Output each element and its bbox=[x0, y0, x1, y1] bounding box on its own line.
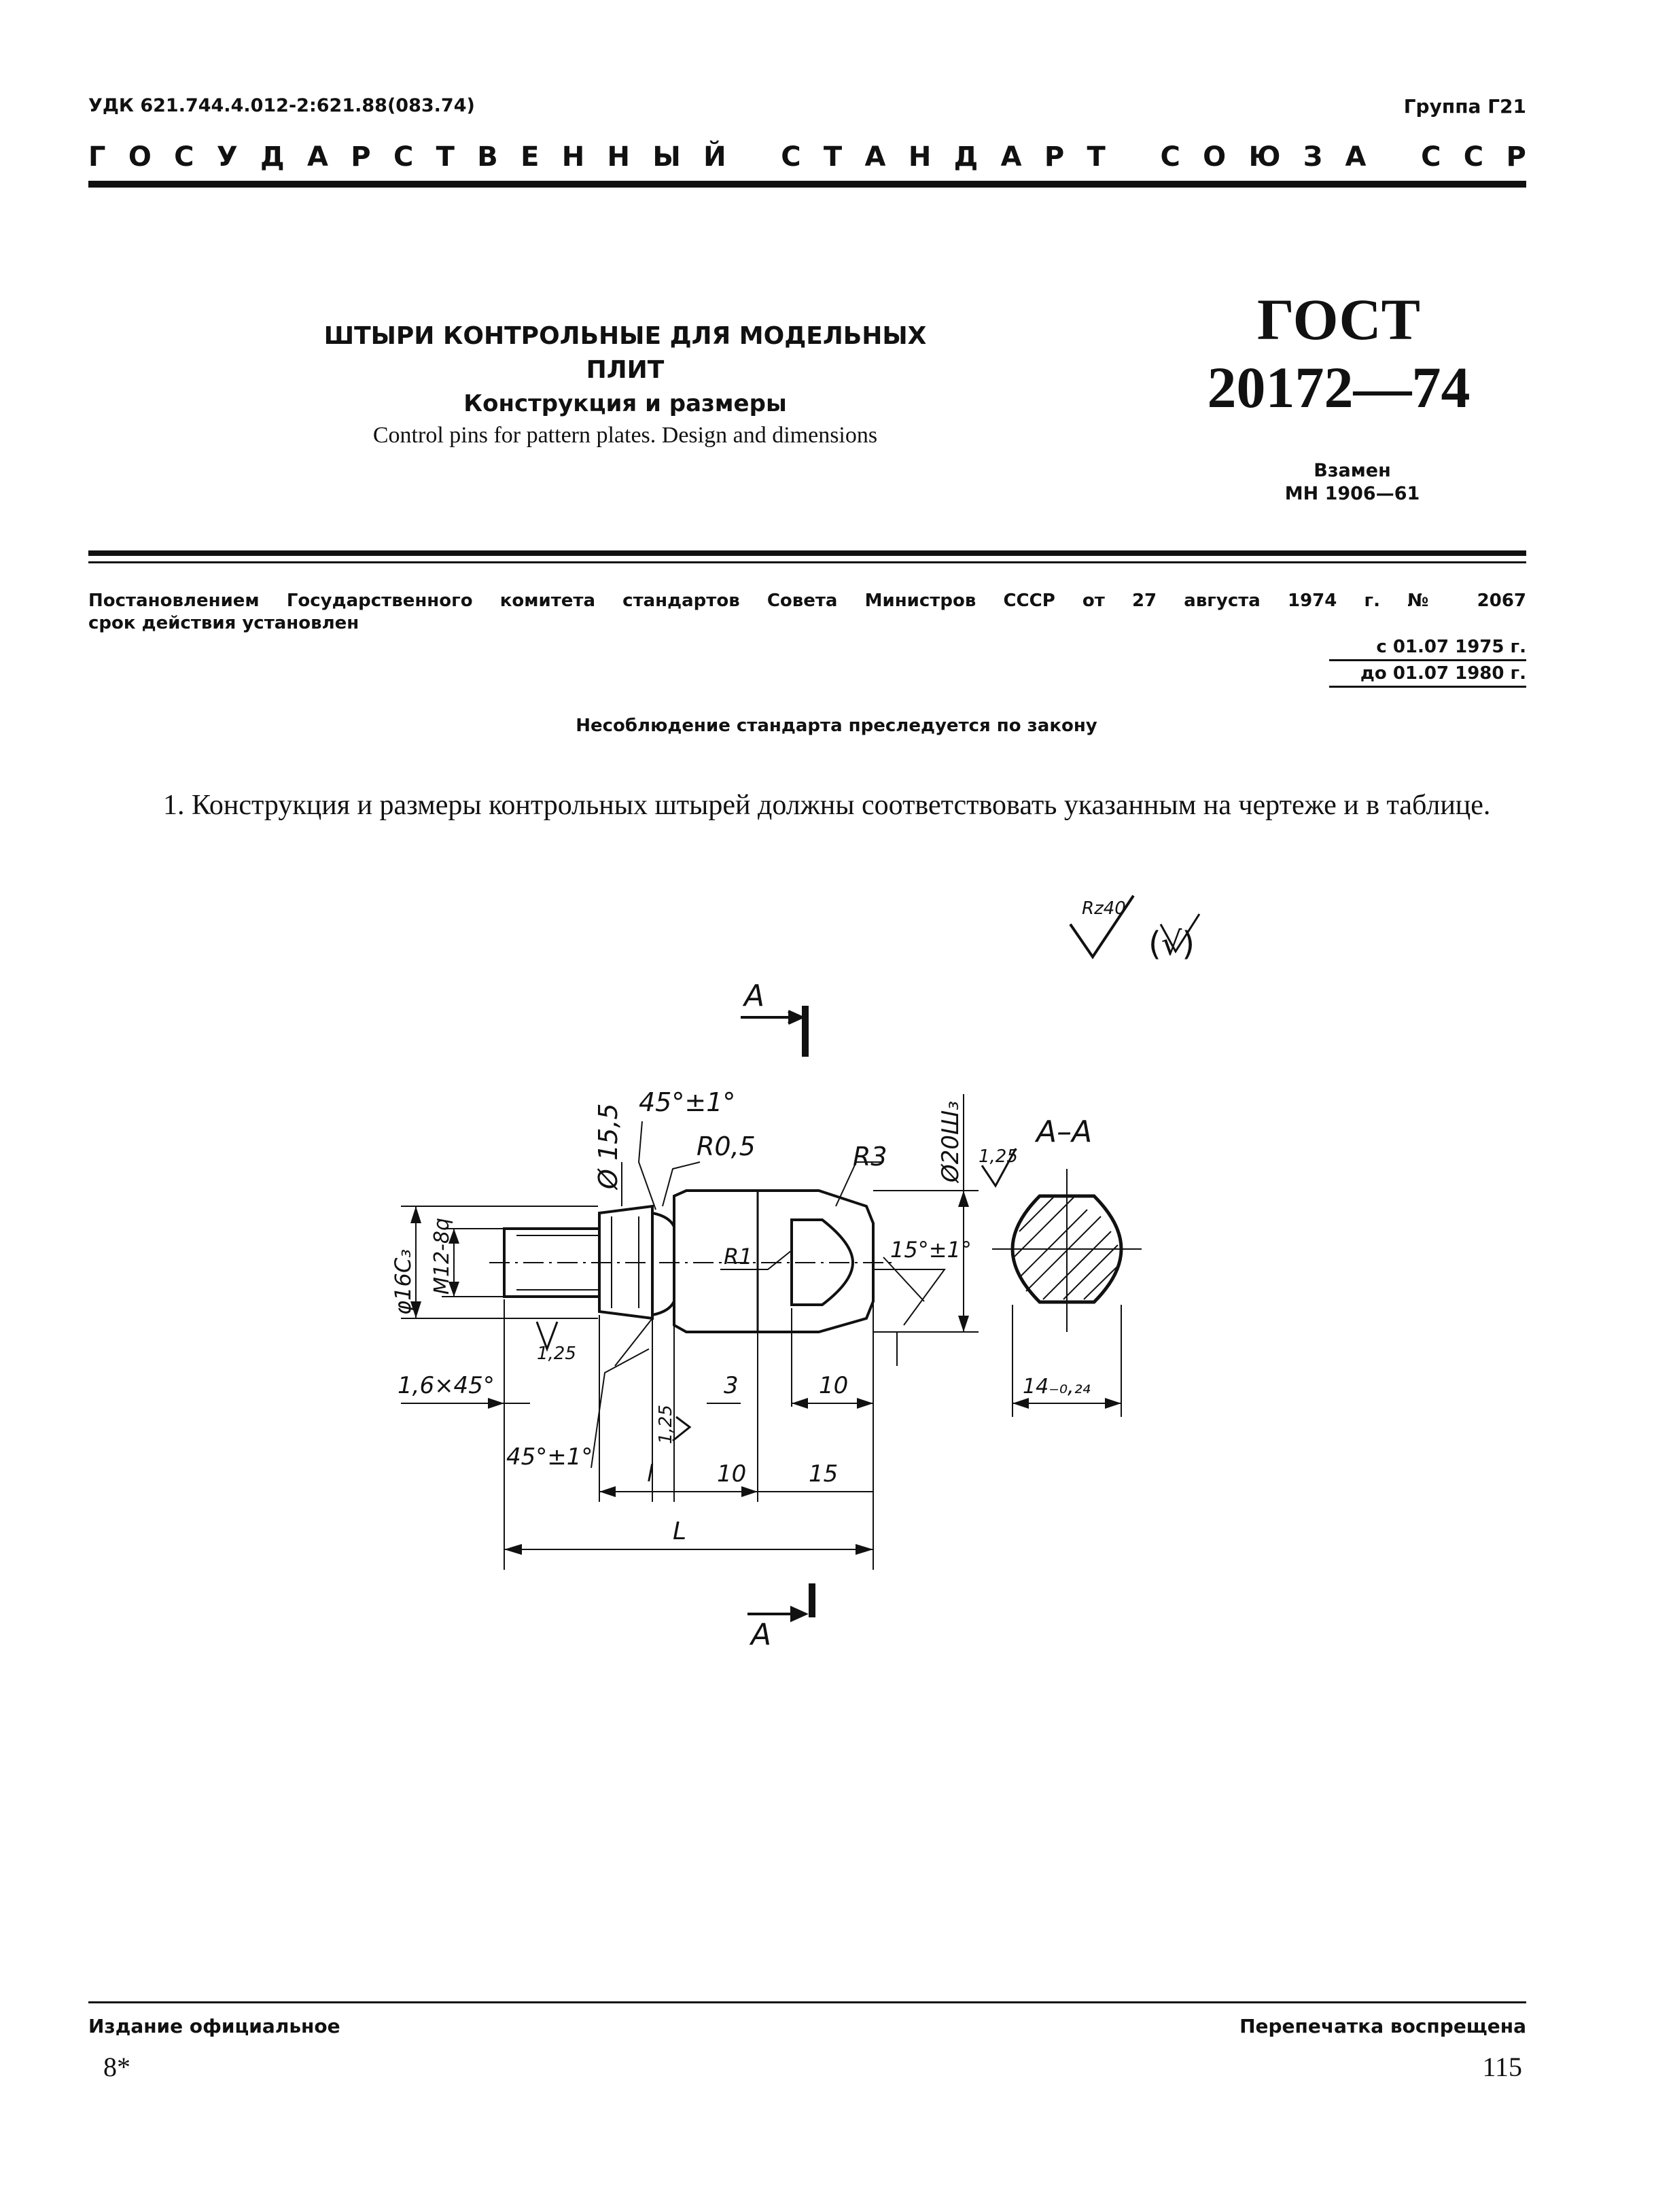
heading-letter: А bbox=[1345, 141, 1367, 173]
dim-d20: Ø20Ш₃ bbox=[937, 1100, 964, 1182]
dim-chamfer-16: 1,6×45° bbox=[398, 1372, 495, 1399]
heading-letter: С bbox=[781, 141, 801, 173]
legal-notice: Несоблюдение стандарта преследуется по закону bbox=[576, 716, 1097, 736]
dim-15: 15 bbox=[809, 1460, 839, 1488]
gost-number: 20172—74 bbox=[1207, 355, 1471, 420]
rough-label-c: 1,25 bbox=[656, 1405, 676, 1444]
gost-label: ГОСТ bbox=[1257, 287, 1420, 352]
dim-l: l bbox=[647, 1460, 654, 1488]
valid-from: с 01.07 1975 г. bbox=[1329, 635, 1526, 661]
dim-3: 3 bbox=[724, 1372, 739, 1399]
reprint-notice: Перепечатка воспрещена bbox=[1239, 2015, 1526, 2037]
udk-code: УДК 621.744.4.012-2:621.88(083.74) bbox=[88, 95, 475, 116]
heading-letter: Т bbox=[436, 141, 455, 173]
rough-label-a: 1,25 bbox=[979, 1146, 1018, 1167]
dim-chamfer-angle-top: 45°±1° bbox=[639, 1087, 736, 1117]
subtitle-ru: Конструкция и размеры bbox=[463, 390, 787, 417]
replaces-value: МН 1906—61 bbox=[1284, 483, 1420, 504]
dim-chamfer-angle-bottom: 45°±1° bbox=[506, 1443, 593, 1471]
dim-d155: Ø 15,5 bbox=[593, 1103, 623, 1189]
heading-letter: С bbox=[1463, 141, 1484, 173]
dim-d16: φ16С₃ bbox=[390, 1249, 416, 1315]
term-label: срок действия установлен bbox=[88, 613, 359, 633]
heading-letter: У bbox=[216, 141, 238, 173]
page-mark: 8* bbox=[103, 2052, 130, 2082]
heading-letter: Й bbox=[703, 141, 726, 173]
heading-letter: С bbox=[174, 141, 194, 173]
heading-letter: О bbox=[128, 141, 152, 173]
section-mark-bottom: А bbox=[751, 1617, 772, 1652]
heading-letter: В bbox=[477, 141, 498, 173]
dim-r05: R0,5 bbox=[697, 1131, 756, 1161]
heading-letter: Д bbox=[953, 141, 979, 173]
heading-letter: С bbox=[1421, 141, 1441, 173]
heading-letter: А bbox=[864, 141, 886, 173]
heading-letter: Р bbox=[351, 141, 371, 173]
rough-label-b: 1,25 bbox=[537, 1344, 576, 1364]
dim-r1: R1 bbox=[724, 1244, 753, 1269]
heading-letter: А bbox=[1000, 141, 1022, 173]
dim-10b: 10 bbox=[717, 1460, 747, 1488]
heading-letter: Р bbox=[1044, 141, 1065, 173]
title-en: Control pins for pattern plates. Design and dimensions bbox=[372, 423, 878, 448]
edition-label: Издание официальное bbox=[88, 2015, 340, 2037]
heading-letter: Ю bbox=[1248, 141, 1281, 173]
heading-letter: Е bbox=[521, 141, 540, 173]
page-number: 115 bbox=[1482, 2052, 1522, 2082]
group-code: Группа Г21 bbox=[1403, 95, 1526, 118]
heading-letter: Т bbox=[1087, 141, 1106, 173]
heading-letter: Г bbox=[88, 141, 106, 173]
heading-letter: С bbox=[393, 141, 414, 173]
paragraph-1: 1. Конструкция и размеры контрольных штырей должны соответствовать указанным на чертеже и в таблице. bbox=[163, 790, 1491, 821]
dim-r3: R3 bbox=[853, 1142, 887, 1172]
replaces-label: Взамен bbox=[1314, 460, 1391, 481]
decree-text: Постановлением Государственного комитета стандартов Совета Министров СССР от 27 августа 1974 г. № 2067 bbox=[88, 591, 1526, 611]
heading-letter: А bbox=[306, 141, 328, 173]
heading-letter: Н bbox=[561, 141, 585, 173]
heading-letter: Т bbox=[823, 141, 843, 173]
title-ru: ШТЫРИ КОНТРОЛЬНЫЕ ДЛЯ МОДЕЛЬНЫХ ПЛИТ bbox=[323, 322, 927, 384]
roughness-paren: (√) bbox=[1148, 925, 1195, 963]
dim-width-14: 14₋₀,₂₄ bbox=[1023, 1375, 1091, 1399]
roughness-label: Rz40 bbox=[1082, 898, 1126, 919]
heading-letter: С bbox=[1160, 141, 1180, 173]
heading-letter: Д bbox=[260, 141, 285, 173]
dim-L: L bbox=[673, 1517, 687, 1545]
heading-letter: Н bbox=[607, 141, 631, 173]
footer-rule bbox=[88, 2001, 1526, 2003]
heading-letter: Р bbox=[1506, 141, 1526, 173]
groove bbox=[652, 1213, 674, 1315]
dim-taper: 15°±1° bbox=[890, 1237, 972, 1263]
heading-letter: З bbox=[1303, 141, 1323, 173]
heading-letter: Ы bbox=[652, 141, 681, 173]
heading-letter: О bbox=[1203, 141, 1227, 173]
pin-body bbox=[674, 1191, 873, 1332]
section-mark-top: А bbox=[744, 979, 765, 1013]
valid-to: до 01.07 1980 г. bbox=[1329, 661, 1526, 688]
heading-letter: Н bbox=[908, 141, 932, 173]
dim-10a: 10 bbox=[819, 1372, 849, 1399]
section-title: А–А bbox=[1036, 1114, 1093, 1149]
dim-m12: М12-8q bbox=[430, 1217, 454, 1295]
